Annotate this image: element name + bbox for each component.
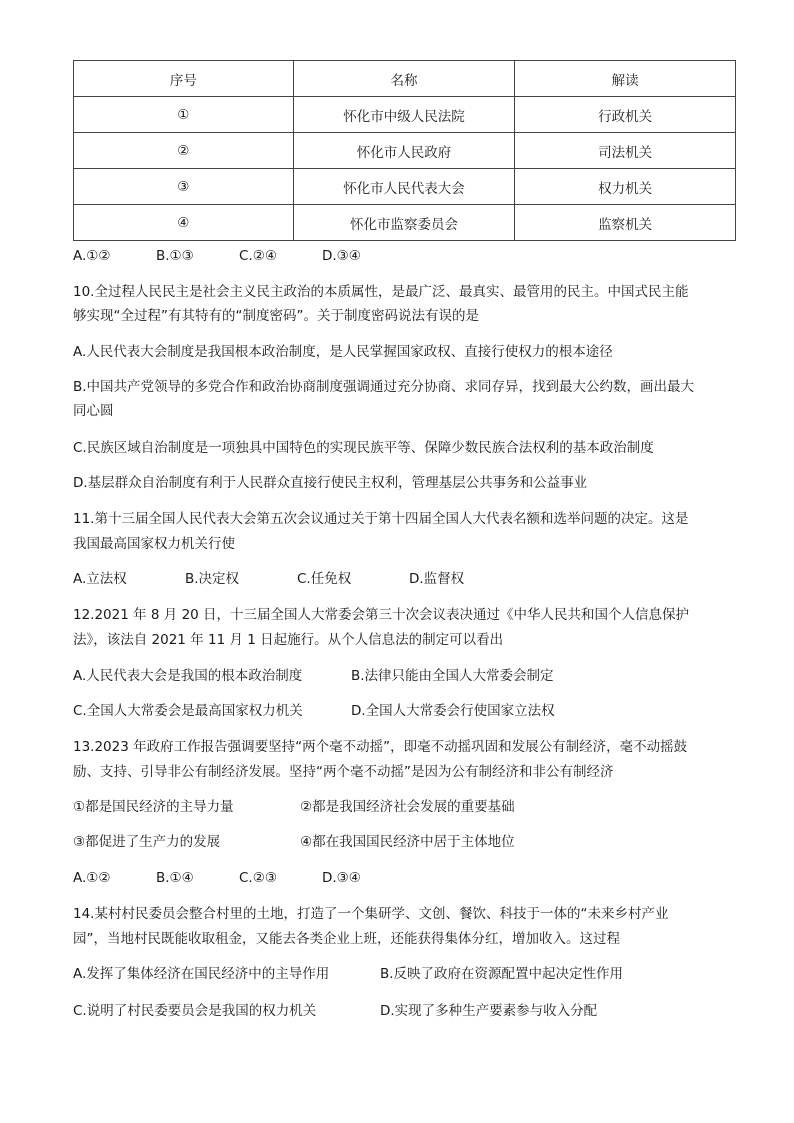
q11-option-c[interactable]: C.任免权 bbox=[297, 571, 352, 587]
q13-options bbox=[73, 869, 361, 887]
q10-option-d[interactable]: D.基层群众自治制度有利于人民群众直接行使民主权利，管理基层公共事务和公益事业 bbox=[73, 475, 588, 491]
q13-stem-line1: 13.2023 年政府工作报告强调要坚持“两个毫不动摇”，即毫不动摇巩固和发展公有制经济，毫不动摇鼓 bbox=[73, 739, 688, 755]
q13-option-a[interactable]: A.①② bbox=[73, 870, 111, 886]
q14-options-cd bbox=[73, 1002, 597, 1020]
q12-option-b[interactable]: B.法律只能由全国人大常委会制定 bbox=[351, 668, 554, 684]
table-header-cell: 序号 bbox=[74, 61, 294, 97]
q14-stem-line1: 14.某村村民委员会整合村里的土地，打造了一个集研学、文创、餐饮、科技于一体的“未来乡村产业 bbox=[73, 906, 669, 922]
q13-statements-12 bbox=[73, 798, 515, 816]
table-cell: 权力机关 bbox=[515, 169, 736, 205]
q13-statement-2: ②都是我国经济社会发展的重要基础 bbox=[300, 799, 515, 815]
q14-option-d[interactable]: D.实现了多种生产要素参与收入分配 bbox=[380, 1003, 598, 1019]
q13-statement-3: ③都促进了生产力的发展 bbox=[73, 834, 221, 850]
q12-option-d[interactable]: D.全国人大常委会行使国家立法权 bbox=[351, 703, 555, 719]
q11-options bbox=[73, 570, 464, 588]
q10-option-c[interactable]: C.民族区域自治制度是一项独具中国特色的实现民族平等、保障少数民族合法权利的基本政治制度 bbox=[73, 440, 654, 456]
q9-option-d[interactable]: D.③④ bbox=[322, 248, 361, 264]
table-cell: 司法机关 bbox=[515, 133, 736, 169]
q13-option-b[interactable]: B.①④ bbox=[156, 870, 194, 886]
table-cell: 怀化市人民政府 bbox=[293, 133, 515, 169]
q14-stem-line2: 园”，当地村民既能收取租金，又能去各类企业上班，还能获得集体分红，增加收入。这过程 bbox=[73, 931, 620, 947]
table-row bbox=[74, 205, 736, 241]
q13-stem-line2: 励、支持、引导非公有制经济发展。坚持“两个毫不动摇”是因为公有制经济和非公有制经济 bbox=[73, 764, 614, 780]
q12-options-ab bbox=[73, 667, 554, 685]
q11-option-b[interactable]: B.决定权 bbox=[185, 571, 240, 587]
q14-option-c[interactable]: C.说明了村民委要员会是我国的权力机关 bbox=[73, 1003, 317, 1019]
table-cell: 行政机关 bbox=[515, 97, 736, 133]
q13-option-d[interactable]: D.③④ bbox=[322, 870, 361, 886]
q10-option-b-line1[interactable]: B.中国共产党领导的多党合作和政治协商制度强调通过充分协商、求同存异，找到最大公约数，画出最大 bbox=[73, 379, 695, 395]
table-cell: ② bbox=[74, 133, 294, 169]
table-header-row bbox=[74, 61, 736, 97]
q9-option-c[interactable]: C.②④ bbox=[239, 248, 277, 264]
q11-stem-line1: 11.第十三届全国人民代表大会第五次会议通过关于第十四届全国人大代表名额和选举问题的决定。这是 bbox=[73, 511, 689, 527]
q10-option-a[interactable]: A.人民代表大会制度是我国根本政治制度，是人民掌握国家政权、直接行使权力的根本途径 bbox=[73, 344, 613, 360]
q9-option-b[interactable]: B.①③ bbox=[156, 248, 194, 264]
q13-option-c[interactable]: C.②③ bbox=[239, 870, 277, 886]
table-cell: ③ bbox=[74, 169, 294, 205]
q11-option-a[interactable]: A.立法权 bbox=[73, 571, 127, 587]
q9-option-a[interactable]: A.①② bbox=[73, 248, 111, 264]
q13-statements-34 bbox=[73, 833, 515, 851]
table-cell: ④ bbox=[74, 205, 294, 241]
table-row bbox=[74, 133, 736, 169]
table-cell: 怀化市人民代表大会 bbox=[293, 169, 515, 205]
q12-stem-line2: 法》，该法自 2021 年 11 月 1 日起施行。从个人信息法的制定可以看出 bbox=[73, 632, 504, 648]
q10-stem-line2: 够实现“全过程”有其特有的“制度密码”。关于制度密码说法有误的是 bbox=[73, 308, 479, 324]
q14-options-ab bbox=[73, 965, 623, 983]
q13-statement-1: ①都是国民经济的主导力量 bbox=[73, 799, 234, 815]
table-header-cell: 解读 bbox=[515, 61, 736, 97]
q12-stem-line1: 12.2021 年 8 月 20 日，十三届全国人大常委会第三十次会议表决通过《中华人民共和国个人信息保护 bbox=[73, 607, 690, 623]
institution-table bbox=[73, 60, 736, 241]
q12-option-c[interactable]: C.全国人大常委会是最高国家权力机关 bbox=[73, 703, 303, 719]
q13-statement-4: ④都在我国国民经济中居于主体地位 bbox=[300, 834, 515, 850]
q14-option-a[interactable]: A.发挥了集体经济在国民经济中的主导作用 bbox=[73, 966, 330, 982]
table-cell: 怀化市中级人民法院 bbox=[293, 97, 515, 133]
q12-options-cd bbox=[73, 702, 555, 720]
q11-option-d[interactable]: D.监督权 bbox=[409, 571, 465, 587]
q12-option-a[interactable]: A.人民代表大会是我国的根本政治制度 bbox=[73, 668, 303, 684]
q14-option-b[interactable]: B.反映了政府在资源配置中起决定性作用 bbox=[380, 966, 624, 982]
q9-options bbox=[73, 247, 361, 265]
table-cell: 监察机关 bbox=[515, 205, 736, 241]
table-cell: 怀化市监察委员会 bbox=[293, 205, 515, 241]
table-cell: ① bbox=[74, 97, 294, 133]
q11-stem-line2: 我国最高国家权力机关行使 bbox=[73, 536, 235, 552]
table-row bbox=[74, 169, 736, 205]
q10-option-b-line2[interactable]: 同心圆 bbox=[73, 403, 114, 419]
table-row bbox=[74, 97, 736, 133]
q10-stem-line1: 10.全过程人民民主是社会主义民主政治的本质属性，是最广泛、最真实、最管用的民主。中国式民主能 bbox=[73, 284, 689, 300]
table-header-cell: 名称 bbox=[293, 61, 515, 97]
